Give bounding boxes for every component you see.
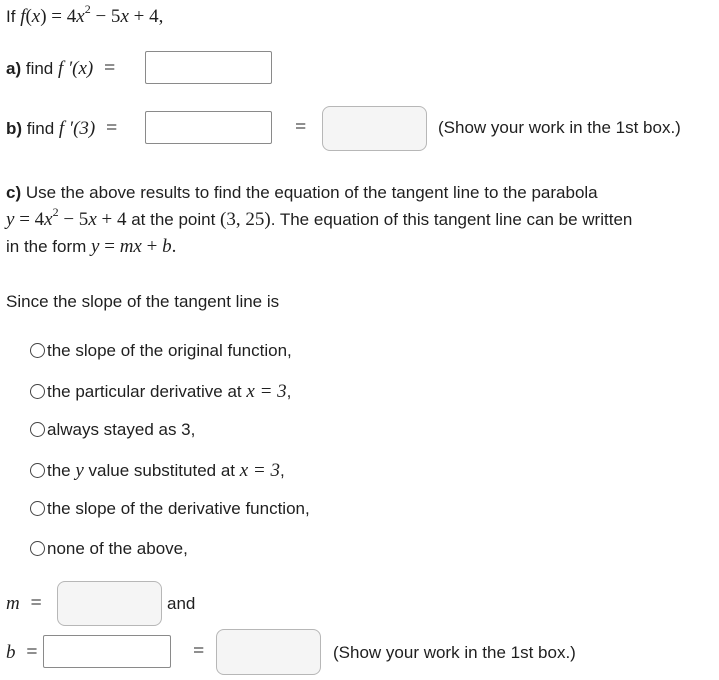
part-c-line1-text: Use the above results to find the equation of the tangent line to the parabola — [21, 183, 598, 202]
radio-circle-icon[interactable] — [30, 463, 45, 478]
m-row-label — [6, 592, 42, 615]
part-c-point: (3, 25) — [220, 209, 271, 230]
radio-circle-icon[interactable] — [30, 501, 45, 516]
b-row-note: (Show your work in the 1st box.) — [333, 643, 576, 662]
option-label: always stayed as 3, — [47, 420, 196, 439]
slope-question: Since the slope of the tangent line is — [6, 292, 280, 311]
option-label: the — [47, 461, 76, 480]
part-b-find: find — [22, 119, 59, 138]
option-label: the slope of the derivative function, — [47, 499, 310, 518]
radio-circle-icon[interactable] — [30, 422, 45, 437]
b-equals: = — [26, 641, 38, 663]
radio-option-y-value[interactable] — [30, 460, 285, 482]
radio-option-derivative-slope[interactable] — [30, 499, 310, 519]
part-b-note: (Show your work in the 1st box.) — [438, 118, 681, 137]
part-c-form-text: in the form — [6, 237, 92, 256]
option-math-2: x = 3 — [239, 460, 280, 481]
part-c-parabola-math: $y = 4x^2 - 5x + 4$ — [6, 204, 127, 230]
part-c-at-point: at the point — [126, 210, 221, 229]
intro-function: $f(x) = 4x^2 - 5x + 4$, — [20, 1, 164, 27]
part-c-letter: c) — [6, 183, 22, 202]
part-c-form-math: y = mx + b. — [91, 236, 177, 257]
option-label: the slope of the original function, — [47, 341, 292, 360]
part-a-find: find — [21, 59, 58, 78]
intro-prefix: If — [6, 7, 16, 26]
part-a-label — [6, 57, 115, 80]
part-c-line-3 — [6, 236, 176, 258]
part-a-math: f ′(x) — [57, 58, 94, 79]
radio-option-original-slope[interactable] — [30, 341, 292, 361]
part-c-line2-tail: . The equation of this tangent line can be written — [270, 210, 633, 229]
radio-option-always-3[interactable] — [30, 420, 195, 440]
option-label: none of the above, — [47, 539, 188, 558]
part-b-letter: b) — [6, 119, 23, 138]
option-label-mid: value substituted at — [83, 461, 240, 480]
option-math: x = 3 — [246, 381, 287, 402]
intro-line — [6, 1, 164, 28]
radio-circle-icon[interactable] — [30, 541, 45, 556]
radio-circle-icon[interactable] — [30, 343, 45, 358]
part-c-line-1 — [6, 183, 598, 203]
answer-box-m[interactable] — [57, 581, 162, 626]
answer-box-fprime-3[interactable] — [322, 106, 427, 151]
part-b-math: f ′(3) — [58, 118, 96, 139]
b-variable: b — [6, 642, 16, 663]
b-row-label — [6, 641, 38, 664]
radio-option-none[interactable] — [30, 539, 188, 559]
m-row-and: and — [167, 594, 196, 613]
radio-option-particular-derivative[interactable] — [30, 381, 291, 403]
answer-input-fprime-x[interactable] — [145, 51, 272, 84]
m-equals: = — [30, 592, 42, 614]
part-b-equals: = — [105, 117, 118, 139]
option-label-tail: , — [286, 382, 292, 401]
option-label: the particular derivative at — [47, 382, 247, 401]
part-b-equals-2: = — [295, 116, 307, 138]
option-label-tail: , — [280, 461, 285, 480]
option-math: y — [75, 460, 84, 481]
b-equals-2: = — [193, 640, 205, 662]
part-a-equals: = — [104, 57, 116, 79]
m-variable: m — [6, 593, 20, 614]
part-a-letter: a) — [6, 59, 22, 78]
answer-box-b[interactable] — [216, 629, 321, 675]
work-input-fprime-3[interactable] — [145, 111, 272, 144]
work-input-b[interactable] — [43, 635, 171, 668]
part-b-label — [6, 117, 117, 140]
part-c-line-2 — [6, 204, 633, 231]
radio-circle-icon[interactable] — [30, 384, 45, 399]
